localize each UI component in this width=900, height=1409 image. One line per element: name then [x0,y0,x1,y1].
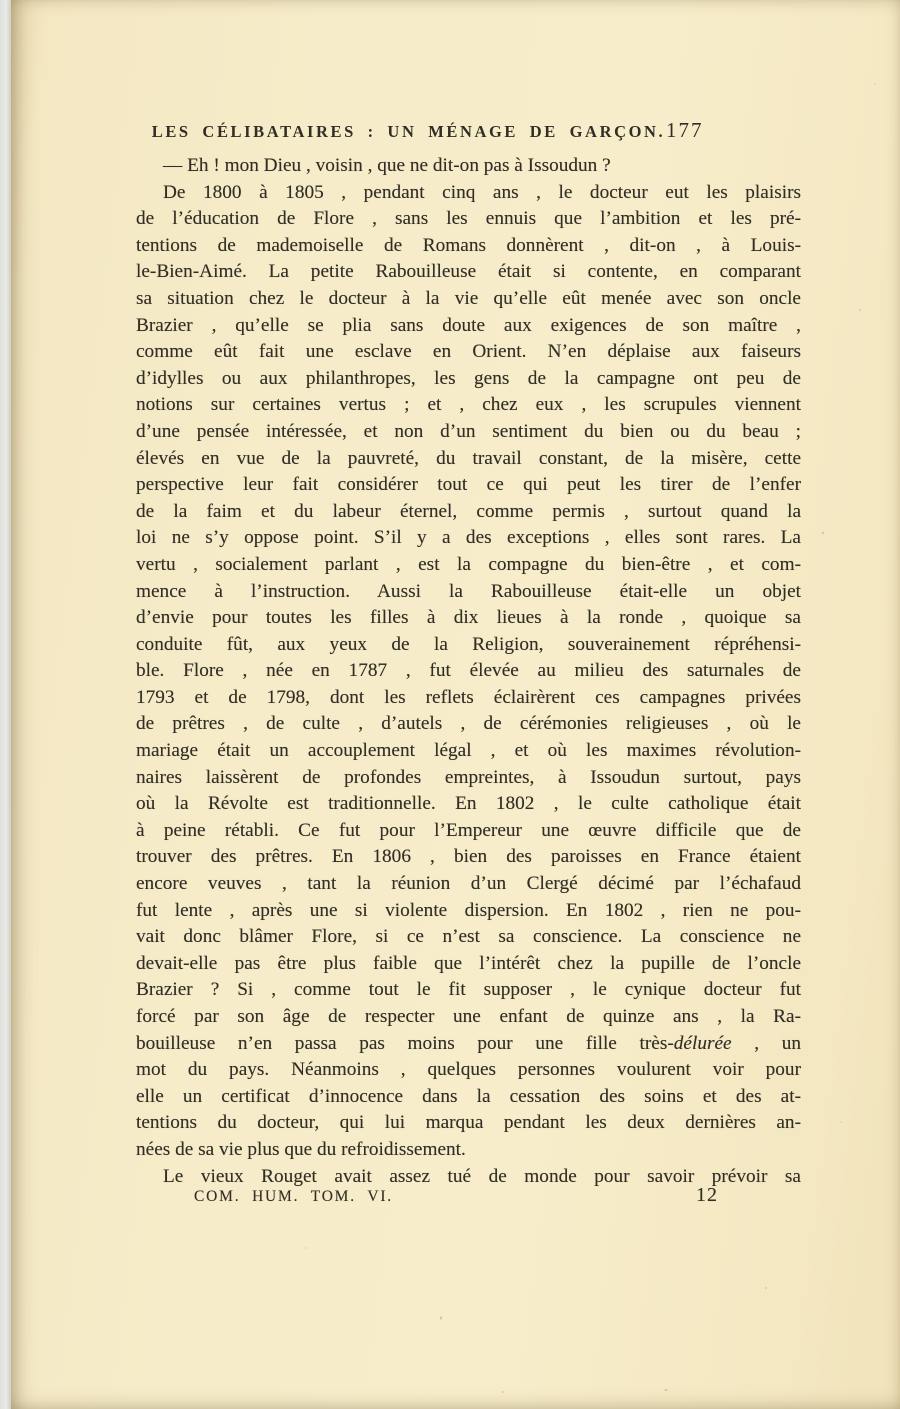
text-line: loi ne s’y oppose point. S’il y a des exceptions , elles sont rares. La [136,527,801,549]
paper-page [11,0,900,1409]
body-text [136,153,801,1190]
scanner-edge-strip [0,0,11,1409]
running-head-title: LES CÉLIBATAIRES : UN MÉNAGE DE GARÇON. [151,122,666,141]
text-line: comme eût fait une esclave en Orient. N’en déplaise aux faiseurs [136,341,801,363]
text-line: conduite fût, aux yeux de la Religion, souverainement répréhensi- [136,633,801,655]
page-footer [136,1184,801,1212]
text-line: le-Bien-Aimé. La petite Rabouilleuse était si contente, en comparant [136,261,801,283]
text-line: Brazier ? Si , comme tout le fit supposer , le cynique docteur fut [136,979,801,1001]
text-line: de la faim et du labeur éternel, comme permis , surtout quand la [136,500,801,522]
text-line: tentions de mademoiselle de Romans donnèrent , dit-on , à Louis- [136,234,801,256]
text-line: vait donc blâmer Flore, si ce n’est sa conscience. La conscience ne [136,926,801,948]
text-line: élevés en vue de la pauvreté, du travail constant, de la misère, cette [136,447,801,469]
text-column [136,118,801,1190]
text-line: perspective leur fait considérer tout ce qui peut les tirer de l’enfer [136,474,801,496]
text-line: naires laissèrent de profondes empreintes, à Issoudun surtout, pays [136,766,801,788]
page-number: 177 [666,118,704,142]
text-line: forcé par son âge de respecter une enfant de quinze ans , la Ra- [136,1006,801,1027]
text-line: Brazier , qu’elle se plia sans doute aux exigences de son maître , [136,314,801,336]
text-line: De 1800 à 1805 , pendant cinq ans , le docteur eut les plaisirs [163,181,801,203]
text-line: fut lente , après une si violente dispersion. En 1802 , rien ne pou- [136,899,801,921]
footer-signature-number: 12 [696,1184,718,1206]
text-line: bouilleuse n’en passa pas moins pour une fille très-délurée , un [136,1032,802,1054]
text-line: de l’éducation de Flore , sans les ennuis que l’ambition et les pré- [136,208,801,230]
text-line: à peine rétabli. Ce fut pour l’Empereur une œuvre difficile que de [136,819,801,841]
text-line: 1793 et de 1798, dont les reflets éclairèrent ces campagnes privées [136,686,801,708]
text-line: nées de sa vie plus que du refroidissement. [136,1138,466,1160]
text-line: mence à l’instruction. Aussi la Rabouilleuse était-elle un objet [136,580,801,602]
text-line: encore veuves , tant la réunion d’un Clergé décimé par l’échafaud [136,873,801,895]
text-line: mariage était un accouplement légal , et où les maximes révolution- [136,740,801,762]
text-line: ble. Flore , née en 1787 , fut élevée au milieu des saturnales de [136,660,801,682]
text-line: devait-elle pas être plus faible que l’intérêt chez la pupille de l’oncle [136,952,801,974]
footer-volume-label: COM. HUM. TOM. VI. [194,1188,393,1205]
text-line: d’idylles ou aux philanthropes, les gens de la campagne ont peu de [136,367,801,389]
text-line: d’envie pour toutes les filles à dix lieues à la ronde , quoique sa [136,607,801,629]
text-line: tentions du docteur, qui lui marqua pendant les deux dernières an- [136,1112,801,1134]
running-head [136,118,801,152]
text-line: — Eh ! mon Dieu , voisin , que ne dit-on pas à Issoudun ? [163,155,611,176]
text-line: Le vieux Rouget avait assez tué de monde pour savoir prévoir sa [163,1165,801,1187]
text-line: où la Révolte est traditionnelle. En 1802 , le culte catholique était [136,793,801,815]
text-line: d’une pensée intéressée, et non d’un sentiment du bien ou du beau ; [136,420,801,442]
text-line: trouver des prêtres. En 1806 , bien des paroisses en France étaient [136,846,801,868]
text-line: de prêtres , de culte , d’autels , de cérémonies religieuses , où le [136,713,801,735]
text-line: elle un certificat d’innocence dans la cessation des soins et des at- [136,1085,801,1107]
italic-word: délurée [673,1032,732,1054]
text-line: sa situation chez le docteur à la vie qu’elle eût menée avec son oncle [136,287,801,309]
text-line: mot du pays. Néanmoins , quelques personnes voulurent voir pour [136,1059,801,1081]
text-line: vertu , socialement parlant , est la compagne du bien-être , et com- [136,553,801,575]
text-line: notions sur certaines vertus ; et , chez eux , les scrupules viennent [136,394,801,416]
